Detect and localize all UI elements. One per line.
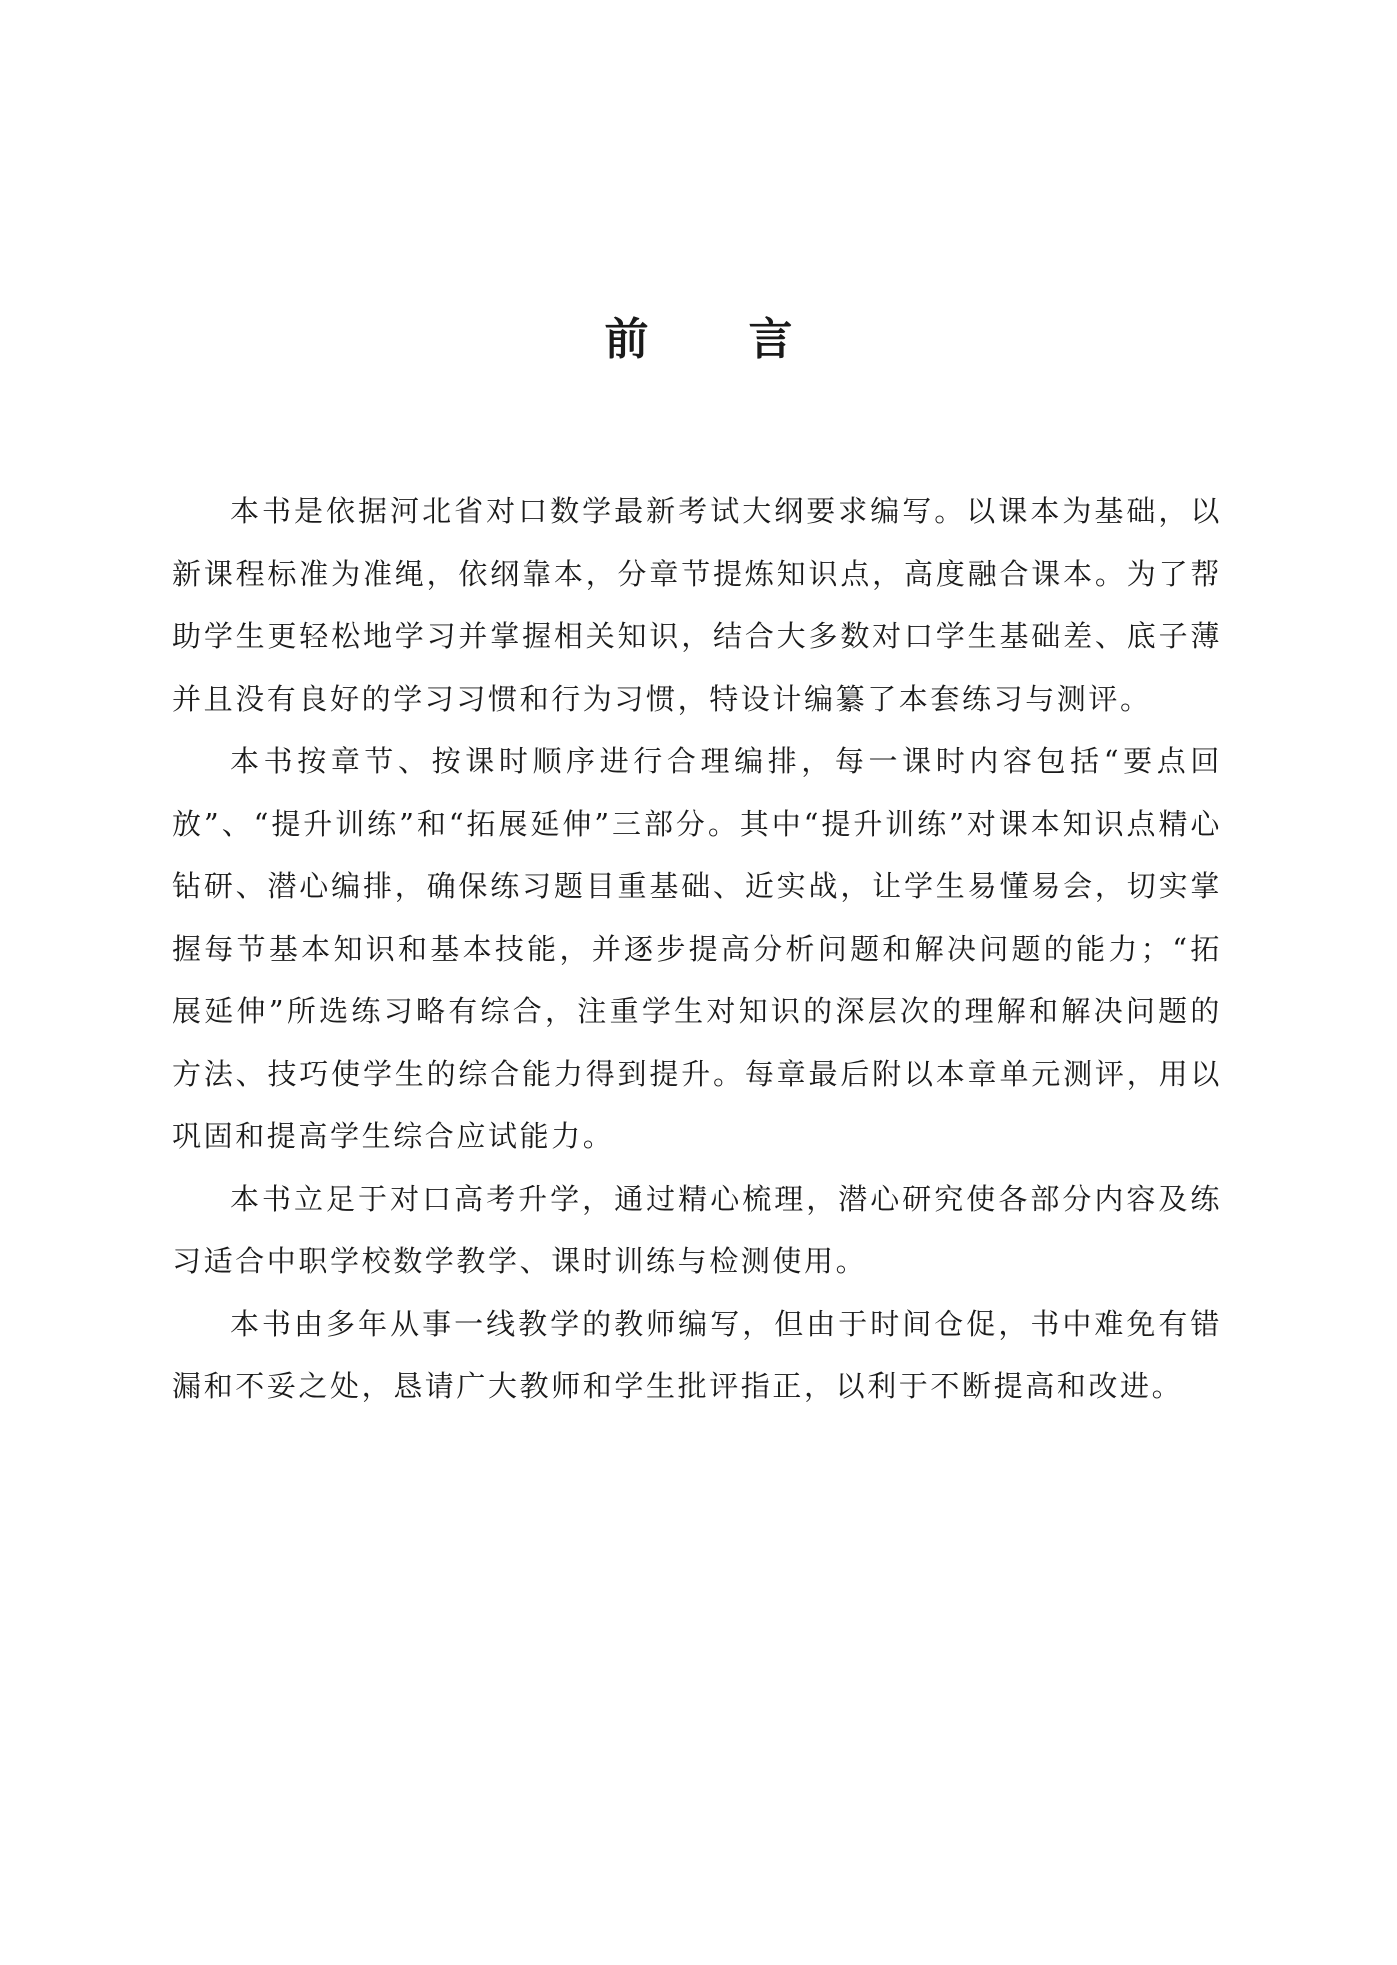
title-char-1: 前 <box>604 314 649 365</box>
page-title <box>0 310 1397 370</box>
title-char-2: 言 <box>748 314 793 365</box>
paragraph-2: 本书按章节、按课时顺序进行合理编排，每一课时内容包括“要点回放”、“提升训练”和“拓展延伸”三部分。其中“提升训练”对课本知识点精心钻研、潜心编排，确保练习题目重基础、近实战，让学生易懂易会，切实掌握每节基本知识和基本技能，并逐步提高分析问题和解决问题的能力；“拓展延伸”所选练习略有综合，注重学生对知识的深层次的理解和解决问题的方法、技巧使学生的综合能力得到提升。每章最后附以本章单元测评，用以巩固和提高学生综合应试能力。 <box>172 744 1222 1153</box>
paragraph-4: 本书由多年从事一线教学的教师编写，但由于时间仓促，书中难免有错漏和不妥之处，恳请广大教师和学生批评指正，以利于不断提高和改进。 <box>172 1306 1222 1403</box>
preface-body <box>172 480 1222 1418</box>
paragraph-1: 本书是依据河北省对口数学最新考试大纲要求编写。以课本为基础，以新课程标准为准绳，依纲靠本，分章节提炼知识点，高度融合课本。为了帮助学生更轻松地学习并掌握相关知识，结合大多数对口学生基础差、底子薄并且没有良好的学习习惯和行为习惯，特设计编纂了本套练习与测评。 <box>172 494 1222 716</box>
paragraph-3: 本书立足于对口高考升学，通过精心梳理，潜心研究使各部分内容及练习适合中职学校数学教学、课时训练与检测使用。 <box>172 1181 1222 1278</box>
